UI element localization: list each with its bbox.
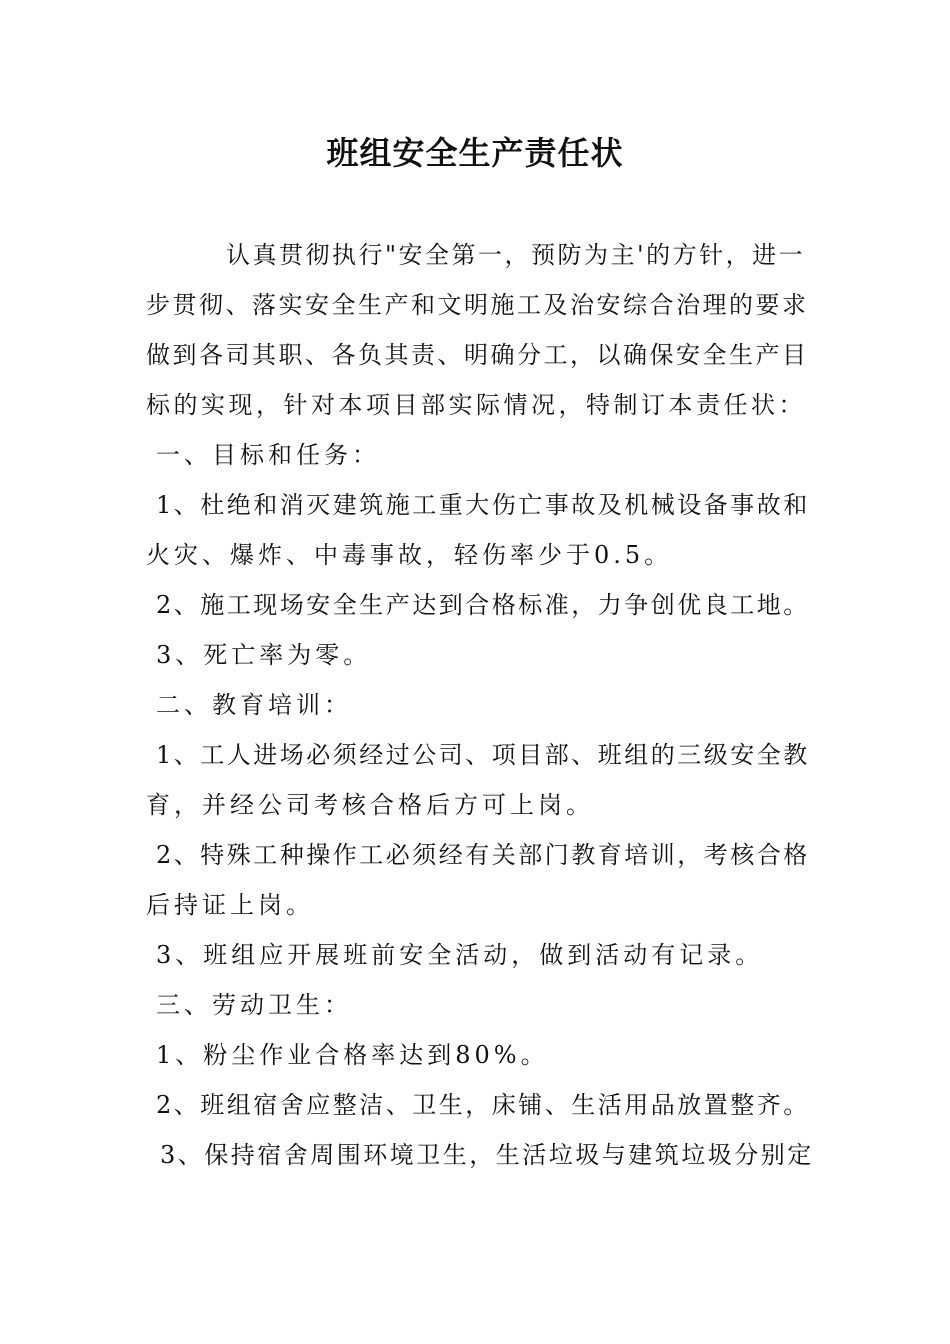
text-line: 标的实现，针对本项目部实际情况，特制订本责任状： bbox=[146, 391, 806, 419]
text-line: 2、班组宿舍应整洁、卫生，床铺、生活用品放置整齐。 bbox=[156, 1091, 810, 1119]
section-heading: 一、目标和任务： bbox=[156, 441, 380, 469]
text-line: 育，并经公司考核合格后方可上岗。 bbox=[146, 791, 594, 819]
document-title: 班组安全生产责任状 bbox=[326, 134, 624, 172]
text-line: 1、杜绝和消灭建筑施工重大伤亡事故及机械设备事故和 bbox=[156, 491, 810, 519]
document-body bbox=[146, 230, 816, 1180]
text-line: 3、班组应开展班前安全活动，做到活动有记录。 bbox=[156, 941, 764, 969]
section-heading: 三、劳动卫生： bbox=[156, 991, 352, 1019]
text-line: 火灾、爆炸、中毒事故，轻伤率少于0.5。 bbox=[146, 541, 673, 569]
text-line: 步贯彻、落实安全生产和文明施工及治安综合治理的要求 bbox=[146, 291, 809, 319]
text-line: 1、粉尘作业合格率达到80%。 bbox=[156, 1041, 549, 1069]
text-line: 做到各司其职、各负其责、明确分工，以确保安全生产目 bbox=[146, 341, 809, 369]
text-line: 认真贯彻执行"安全第一，预防为主'的方针，进一 bbox=[226, 241, 806, 269]
text-line: 3、死亡率为零。 bbox=[156, 641, 372, 669]
section-heading: 二、教育培训： bbox=[156, 691, 352, 719]
text-line: 2、施工现场安全生产达到合格标准，力争创优良工地。 bbox=[156, 591, 810, 619]
text-line: 3、保持宿舍周围环境卫生，生活垃圾与建筑垃圾分别定 bbox=[160, 1141, 814, 1169]
text-line: 2、特殊工种操作工必须经有关部门教育培训，考核合格 bbox=[156, 841, 810, 869]
text-line: 1、工人进场必须经过公司、项目部、班组的三级安全教 bbox=[156, 741, 810, 769]
text-line: 后持证上岗。 bbox=[146, 891, 314, 919]
